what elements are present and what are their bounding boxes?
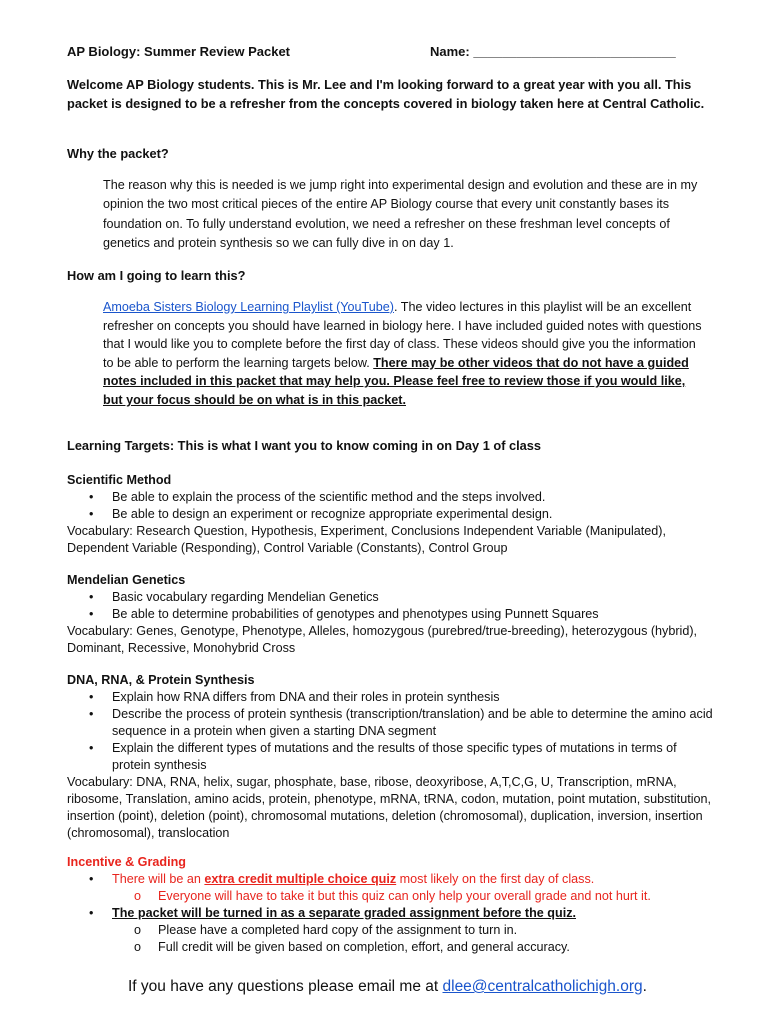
circle-bullet-icon: o [134,889,142,903]
section-dna-rna-protein [67,672,717,842]
circle-bullet-icon: o [134,940,142,954]
welcome-paragraph: Welcome AP Biology students. This is Mr. Lee and I'm looking forward to a great year with you all. This packet is designed to be a refresher from the concepts covered in biology taken here at Central Catholic. [67,77,705,111]
list-item-text: Basic vocabulary regarding Mendelian Genetics [112,590,379,604]
bullet-icon: • [89,590,94,604]
how-heading: How am I going to learn this? [67,268,246,283]
list-item [67,905,717,922]
why-paragraph: The reason why this is needed is we jump right into experimental design and evolution and these are in my opinion the two most critical pieces of the entire AP Biology course that every unit constantly bases its foundation on. To fully understand evolution, we need a refresher on these freshman level concepts of genetics and protein synthesis so we can fully dive in on day 1. [103,178,698,250]
list-item [67,689,717,706]
circle-bullet-icon: o [134,923,142,937]
section-title: Incentive & Grading [67,855,186,869]
bullet-icon: • [89,490,94,504]
section-scientific-method [67,472,717,557]
section-incentive-grading [67,854,717,956]
sub-list-item-text: Full credit will be given based on completion, effort, and general accuracy. [158,940,570,954]
extra-credit-emphasis: extra credit multiple choice quiz [204,872,397,886]
how-emphasis-text: There may be other videos that do not have a guided notes included in this packet that may help you. Please feel free to review those if you would like, but your focus should be on what is in this packet. [103,355,689,407]
bullet-icon: • [89,690,94,704]
list-item [67,489,717,506]
list-item [67,871,717,888]
list-item-text: Be able to design an experiment or recognize appropriate experimental design. [112,507,553,521]
playlist-link[interactable]: Amoeba Sisters Biology Learning Playlist (YouTube) [103,300,394,314]
list-item [67,706,717,740]
list-item-text: Be able to determine probabilities of genotypes and phenotypes using Punnett Squares [112,607,599,621]
list-item-text: most likely on the first day of class. [396,872,595,886]
list-item [67,606,717,623]
packet-title: AP Biology: Summer Review Packet [67,44,291,59]
vocabulary-text: Vocabulary: Research Question, Hypothesis, Experiment, Conclusions Independent Variable (Manipulated), Dependent Variable (Responding), Control Variable (Constants), Control Group [67,524,667,555]
list-item-text: Be able to explain the process of the scientific method and the steps involved. [112,490,546,504]
list-item [67,506,717,523]
section-title: Mendelian Genetics [67,573,186,587]
sub-list-item-text: Please have a completed hard copy of the assignment to turn in. [158,923,518,937]
footer-end: . [642,978,647,995]
bullet-icon: • [89,607,94,621]
learning-targets-heading: Learning Targets: This is what I want you to know coming in on Day 1 of class [67,438,542,453]
sub-list-item-text: Everyone will have to take it but this quiz can only help your overall grade and not hurt it. [158,889,651,903]
bullet-icon: • [89,741,94,755]
why-heading: Why the packet? [67,146,169,161]
bullet-icon: • [89,872,94,886]
sub-list-item [67,939,717,956]
sub-list-item [67,888,717,905]
vocabulary-text: Vocabulary: Genes, Genotype, Phenotype, Alleles, homozygous (purebred/true-breeding), heterozygous (hybrid), Dominant, Recessive, Monohybrid Cross [67,624,698,655]
list-item-text: Describe the process of protein synthesis (transcription/translation) and be able to determine the amino acid sequence in a protein when given a starting DNA segment [112,707,713,738]
list-item-text: Explain how RNA differs from DNA and their roles in protein synthesis [112,690,500,704]
list-item [67,589,717,606]
vocabulary-text: Vocabulary: DNA, RNA, helix, sugar, phosphate, base, ribose, deoxyribose, A,T,C,G, U, Transcription, mRNA, ribosome, Translation, amino acids, protein, phenotype, mRNA, tRNA, codon, mutation, point mutation, substitution, insertion (point), deletion (point), chromosomal mutations, deletion (chromosomal), duplication, inversion, insertion (chromosomal), translocation [67,775,712,840]
section-title: DNA, RNA, & Protein Synthesis [67,673,255,687]
how-body-text: . The video lectures in this playlist will be an excellent refresher on concepts you should have learned in biology here. I have included guided notes with questions that I would like you to complete before the first day of class. These videos should give you the information to be able to perform the learning targets below. [103,300,702,370]
list-item-text: There will be an [112,872,205,886]
how-paragraph [103,298,703,410]
bullet-icon: • [89,507,94,521]
bullet-icon: • [89,707,94,721]
section-mendelian-genetics [67,572,717,657]
list-item-text: Explain the different types of mutations and the results of those specific types of mutations in terms of protein synthesis [112,741,677,772]
section-title: Scientific Method [67,473,172,487]
name-field-label: Name: ____________________________ [430,44,676,59]
email-link[interactable]: dlee@centralcatholichigh.org [442,978,643,995]
footer-text: If you have any questions please email me at [128,978,443,995]
list-item [67,740,717,774]
list-item-text: The packet will be turned in as a separate graded assignment before the quiz. [112,906,576,920]
contact-footer [128,978,647,996]
bullet-icon: • [89,906,94,920]
sub-list-item [67,922,717,939]
